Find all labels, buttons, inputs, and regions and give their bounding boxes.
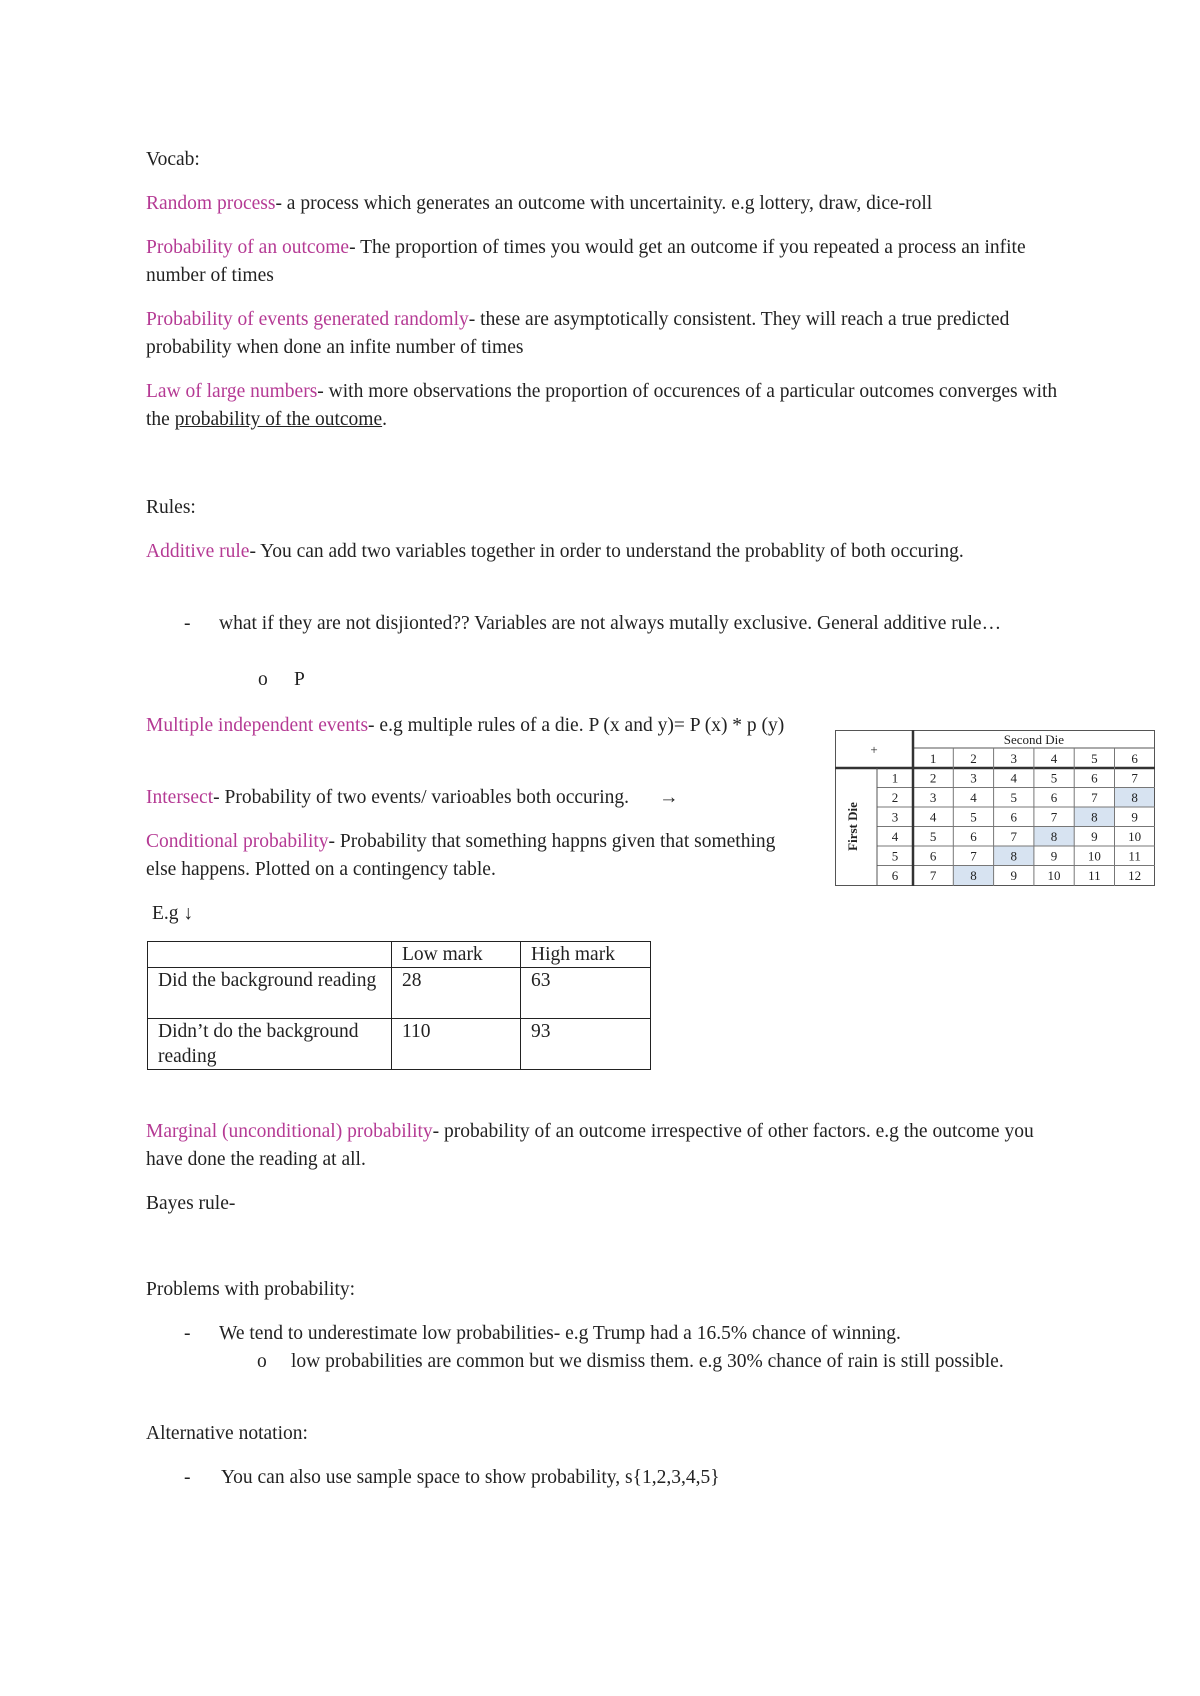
- sum-cell: 12: [1128, 868, 1142, 883]
- sum-cell: 9: [1091, 829, 1098, 844]
- bullet-circle: o: [257, 1351, 267, 1372]
- term-label: Probability of an outcome: [146, 237, 350, 258]
- term-label: Law of large numbers: [146, 381, 318, 402]
- dice-sum-table: [835, 730, 1156, 887]
- alternative-heading: Alternative notation:: [146, 1423, 308, 1444]
- table-header-cell: Low mark: [392, 942, 521, 968]
- vocab-law-large-numbers: [146, 378, 1076, 434]
- definition-text: - Probability of two events/ varioables both occuring.: [213, 787, 630, 808]
- col-header: 3: [1010, 751, 1017, 766]
- term-label: Conditional probability: [146, 831, 329, 852]
- rules-heading: Rules:: [146, 497, 196, 518]
- col-header: 1: [929, 751, 937, 766]
- problems-heading: Problems with probability:: [146, 1279, 356, 1300]
- dice-sum-grid: [835, 730, 1156, 887]
- sum-cell: 8: [970, 868, 977, 883]
- sum-cell: 2: [929, 770, 937, 786]
- row-header: 4: [891, 829, 899, 844]
- rule-conditional: [146, 828, 796, 884]
- col-header: 4: [1050, 751, 1058, 766]
- sum-cell: 5: [1050, 770, 1058, 786]
- row-title: First Die: [845, 802, 860, 851]
- arrow-right-icon: →: [659, 787, 679, 808]
- term-label: Probability of events generated randomly: [146, 309, 469, 330]
- table-cell: 63: [521, 968, 651, 1019]
- problems-bullet: We tend to underestimate low probabilities- e.g Trump had a 16.5% chance of winning.: [219, 1323, 901, 1344]
- underlined-text: probability of the outcome: [174, 409, 383, 430]
- sum-cell: 11: [1128, 848, 1141, 864]
- sum-cell: 9: [1010, 868, 1017, 883]
- definition-text: - You can add two variables together in order to understand the probablity of both occuring.: [249, 541, 964, 562]
- table-header-row: [148, 942, 651, 968]
- sum-cell: 7: [1050, 809, 1058, 825]
- row-header: 5: [891, 848, 899, 864]
- sum-cell: 5: [970, 809, 977, 825]
- sum-cell: 8: [1091, 809, 1098, 825]
- sum-cell: 8: [1050, 829, 1058, 844]
- definition-text: - e.g multiple rules of a die. P (x and y)= P (x) * p (y): [368, 715, 785, 736]
- sum-cell: 9: [1131, 809, 1138, 825]
- rule-multiple-independent: [146, 712, 826, 740]
- rule-additive: [146, 538, 1026, 566]
- sum-cell: 4: [929, 809, 937, 825]
- sum-cell: 7: [1091, 790, 1098, 805]
- sum-cell: 5: [929, 829, 937, 844]
- table-header-cell: High mark: [521, 942, 651, 968]
- sum-cell: 8: [1010, 848, 1017, 864]
- rule-additive-subpoint: what if they are not disjionted?? Variables are not always mutally exclusive. General additive rule…: [219, 613, 1002, 634]
- definition-text: - The proportion of times you would get an outcome if you repeated a process an infite number of times: [146, 237, 1026, 286]
- contingency-table: [147, 941, 651, 1070]
- col-header: 6: [1131, 751, 1138, 766]
- row-header: 2: [891, 790, 899, 805]
- sum-cell: 6: [929, 848, 937, 864]
- definition-text: - a process which generates an outcome with uncertainity. e.g lottery, draw, dice-roll: [275, 193, 933, 214]
- table-cell: 28: [392, 968, 521, 1019]
- term-label: Additive rule: [146, 541, 250, 562]
- sum-cell: 4: [970, 790, 977, 805]
- term-label: Random process: [146, 193, 276, 214]
- sum-cell: 4: [1010, 770, 1017, 786]
- table-header-cell: [148, 942, 392, 968]
- row-header: 6: [891, 868, 899, 883]
- sum-cell: 6: [1091, 770, 1098, 786]
- table-row: [148, 1019, 651, 1070]
- sum-cell: 10: [1128, 829, 1142, 844]
- sum-cell: 5: [1010, 790, 1017, 805]
- definition-text: - probability of an outcome irrespective of other factors. e.g the outcome you have done the reading at all.: [146, 1121, 1034, 1170]
- example-label: E.g ↓: [152, 903, 194, 924]
- row-header: 3: [891, 809, 899, 825]
- marginal-probability: [146, 1118, 1066, 1174]
- problems-subpoint: low probabilities are common but we dismiss them. e.g 30% chance of rain is still possible.: [291, 1351, 1004, 1372]
- sum-cell: 7: [1010, 829, 1017, 844]
- row-header: 1: [891, 770, 899, 786]
- table-row-label: Didn’t do the background reading: [148, 1019, 392, 1070]
- sum-cell: 6: [1010, 809, 1017, 825]
- sum-cell: 8: [1131, 790, 1138, 805]
- definition-text: - Probability that something happns given that something else happens. Plotted on a contingency table.: [146, 831, 776, 880]
- col-header: 5: [1091, 751, 1098, 766]
- sum-cell: 3: [929, 790, 937, 805]
- vocab-heading: Vocab:: [146, 149, 200, 170]
- col-header: 2: [970, 751, 977, 766]
- bullet-dash: -: [184, 613, 191, 634]
- sum-cell: 6: [970, 829, 977, 844]
- rule-additive-formula: P: [294, 669, 305, 690]
- table-row-label: Did the background reading: [148, 968, 392, 1019]
- table-cell: 110: [392, 1019, 521, 1070]
- sum-cell: 7: [970, 848, 977, 864]
- definition-text: - these are asymptotically consistent. They will reach a true predicted probability when done an infite number of times: [146, 309, 1010, 358]
- rule-intersect: [146, 784, 826, 812]
- term-label: Marginal (unconditional) probability: [146, 1121, 433, 1142]
- sum-cell: 10: [1087, 848, 1101, 864]
- vocab-random-process: [146, 190, 1066, 218]
- vocab-probability-outcome: [146, 234, 1026, 290]
- sum-cell: 7: [929, 868, 937, 883]
- definition-tail: .: [382, 409, 387, 430]
- corner-label: +: [870, 742, 878, 757]
- sum-cell: 7: [1131, 770, 1138, 786]
- sum-cell: 10: [1047, 868, 1061, 883]
- bullet-circle: o: [258, 669, 268, 690]
- table-row: [148, 968, 651, 1019]
- bullet-dash: -: [184, 1323, 191, 1344]
- col-title: Second Die: [1003, 732, 1065, 747]
- sum-cell: 3: [970, 770, 977, 786]
- sum-cell: 6: [1050, 790, 1058, 805]
- definition-text: - with more observations the proportion of occurences of a particular outcomes converges with the: [146, 381, 1058, 430]
- alternative-bullet: You can also use sample space to show probability, s{1,2,3,4,5}: [221, 1467, 720, 1488]
- bayes-rule: Bayes rule-: [146, 1193, 236, 1214]
- vocab-events-randomly: [146, 306, 1076, 362]
- sum-cell: 9: [1050, 848, 1058, 864]
- term-label: Multiple independent events: [146, 715, 369, 736]
- term-label: Intersect: [146, 787, 214, 808]
- sum-cell: 11: [1088, 868, 1101, 883]
- bullet-dash: -: [184, 1467, 191, 1488]
- table-cell: 93: [521, 1019, 651, 1070]
